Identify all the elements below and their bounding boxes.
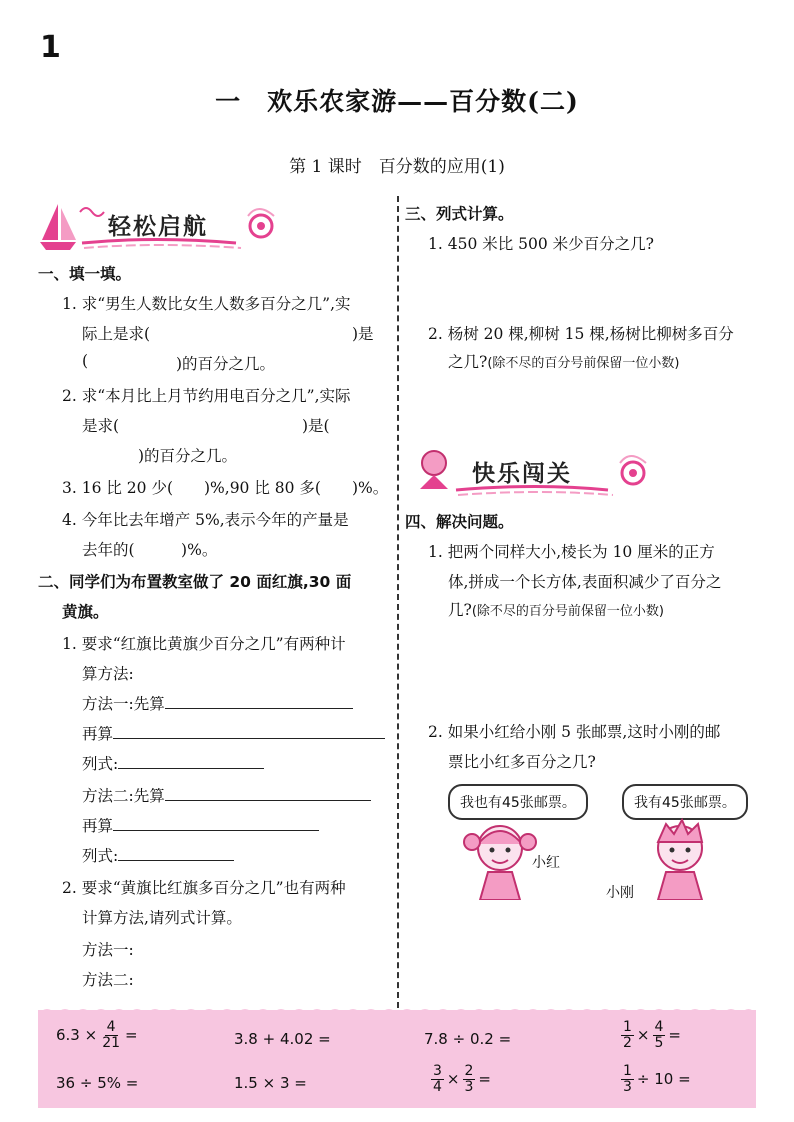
calc-1-num: 4	[106, 1019, 116, 1035]
method1-first-blank[interactable]	[165, 692, 353, 709]
calc-7-num-b: 2	[464, 1063, 474, 1079]
calc-7-eq: =	[478, 1070, 491, 1089]
s1-line-b: 体,拼成一个长方体,表面积减少了百分之	[448, 573, 722, 591]
calc-7-num-a: 3	[433, 1063, 442, 1079]
calc-1-eq: =	[125, 1026, 138, 1045]
banner-easy-start-text: 轻松启航	[108, 214, 208, 240]
r2-line-a: 2. 杨树 20 棵,柳树 15 棵,杨树比柳树多百分	[428, 325, 734, 343]
speech-bubble-girl: 我也有45张邮票。	[448, 784, 588, 820]
q4-line-a: 4. 今年比去年增产 5%,表示今年的产量是	[62, 511, 349, 529]
column-divider	[397, 196, 399, 1008]
boy-illustration	[636, 816, 726, 900]
section-equations: 三、列式计算。	[405, 205, 514, 223]
r2-line-b	[448, 350, 679, 372]
method1-formula-blank[interactable]	[118, 752, 264, 769]
calc-7-fraction-b	[463, 1064, 476, 1094]
q1-line-c: (	[82, 352, 89, 370]
calc-8-den: 3	[623, 1078, 632, 1095]
calc-4	[618, 1020, 681, 1050]
calc-7	[428, 1064, 491, 1094]
calc-1-fraction	[100, 1020, 122, 1050]
calc-7-den-a: 4	[433, 1078, 442, 1095]
p2-line-b: 计算方法,请列式计算。	[82, 909, 242, 927]
banner-happy-challenge	[408, 445, 658, 501]
calc-1	[56, 1020, 138, 1050]
banner-happy-challenge-text: 快乐闯关	[472, 461, 572, 487]
calc-4-den-b: 5	[654, 1034, 664, 1051]
calc-4-den-a: 2	[623, 1034, 632, 1051]
s2-line-b: 票比小红多百分之几?	[448, 753, 596, 771]
calc-7-fraction-a	[431, 1064, 444, 1094]
calc-4-op: ×	[636, 1026, 650, 1045]
s1-question: 几?	[448, 601, 472, 619]
calc-8-num: 1	[623, 1063, 632, 1079]
calc-4-fraction-a	[621, 1020, 634, 1050]
calc-6: 1.5 × 3 =	[234, 1074, 307, 1092]
s2-line-a: 2. 如果小红给小刚 5 张邮票,这时小刚的邮	[428, 723, 721, 741]
q1-line-c-end: )的百分之几。	[176, 355, 276, 373]
method1-formula	[82, 752, 264, 774]
calc-1-left: 6.3 ×	[56, 1026, 98, 1045]
method2-formula	[82, 844, 234, 866]
p2-method2: 方法二:	[82, 971, 134, 989]
page-number: 1	[40, 30, 61, 65]
p1-line-b: 算方法:	[82, 665, 134, 683]
q3-line: 3. 16 比 20 少( )%,90 比 80 多( )%。	[62, 479, 389, 497]
method2-then-label: 再算	[82, 817, 114, 835]
q4-line-b: 去年的( )%。	[82, 541, 218, 559]
q2-line-c: )的百分之几。	[138, 447, 238, 465]
calc-4-num-b: 4	[654, 1019, 664, 1035]
method2-then-blank[interactable]	[113, 814, 319, 831]
method1-first-label: 方法一:先算	[82, 695, 165, 713]
calc-5: 36 ÷ 5% =	[56, 1074, 139, 1092]
s1-note: (除不尽的百分号前保留一位小数)	[471, 604, 664, 619]
banner-easy-start	[36, 198, 286, 254]
method1-first	[82, 692, 353, 714]
p2-line-a: 2. 要求“黄旗比红旗多百分之几”也有两种	[62, 879, 346, 897]
speech-bubble-boy: 我有45张邮票。	[622, 784, 748, 820]
s1-line-a: 1. 把两个同样大小,棱长为 10 厘米的正方	[428, 543, 715, 561]
calc-4-eq: =	[668, 1026, 681, 1045]
calc-8	[618, 1064, 691, 1094]
method2-formula-label: 列式:	[82, 847, 119, 865]
lesson-title: 第 1 课时 百分数的应用(1)	[289, 157, 505, 177]
boy-name: 小刚	[606, 885, 634, 901]
calc-4-fraction-b	[653, 1020, 666, 1050]
q2-line-a: 2. 求“本月比上月节约用电百分之几”,实际	[62, 387, 351, 405]
calc-1-den: 21	[102, 1034, 121, 1051]
q1-line-a: 1. 求“男生人数比女生人数多百分之几”,实	[62, 295, 351, 313]
q2-line-b-end: )是(	[302, 417, 330, 435]
calc-7-den-b: 3	[464, 1078, 474, 1095]
unit-title: 一 欢乐农家游——百分数(二)	[215, 87, 579, 116]
r2-note: (除不尽的百分号前保留一位小数)	[487, 356, 680, 371]
method1-then	[82, 722, 385, 744]
method2-then	[82, 814, 319, 836]
calc-2: 3.8 + 4.02 =	[234, 1030, 331, 1048]
calc-7-op: ×	[446, 1070, 460, 1089]
r2-question: 之几?	[448, 353, 488, 371]
calc-3: 7.8 ÷ 0.2 =	[424, 1030, 512, 1048]
method2-first	[82, 784, 371, 806]
section-flags: 二、同学们为布置教室做了 20 面红旗,30 面	[38, 573, 352, 591]
q1-line-b: 际上是求(	[82, 325, 151, 343]
p2-method1: 方法一:	[82, 941, 134, 959]
q1-line-b-end: )是	[352, 325, 374, 343]
method1-then-label: 再算	[82, 725, 114, 743]
method1-then-blank[interactable]	[113, 722, 385, 739]
calc-4-num-a: 1	[623, 1019, 632, 1035]
oral-calculation-box	[38, 1010, 756, 1108]
method1-formula-label: 列式:	[82, 755, 119, 773]
scalloped-edge	[38, 1004, 756, 1014]
method2-formula-blank[interactable]	[118, 844, 234, 861]
section-solve: 四、解决问题。	[405, 513, 514, 531]
calc-8-rest: ÷ 10 =	[636, 1070, 691, 1089]
girl-name: 小红	[532, 855, 560, 871]
p1-line-a: 1. 要求“红旗比黄旗少百分之几”有两种计	[62, 635, 346, 653]
calc-8-fraction	[621, 1064, 634, 1094]
r1-line: 1. 450 米比 500 米少百分之几?	[428, 235, 654, 253]
q2-line-b: 是求(	[82, 417, 120, 435]
method2-first-blank[interactable]	[165, 784, 371, 801]
s1-line-c	[448, 598, 664, 620]
method2-first-label: 方法二:先算	[82, 787, 165, 805]
section-fill-in: 一、填一填。	[38, 265, 132, 283]
section-flags-b: 黄旗。	[62, 603, 109, 621]
